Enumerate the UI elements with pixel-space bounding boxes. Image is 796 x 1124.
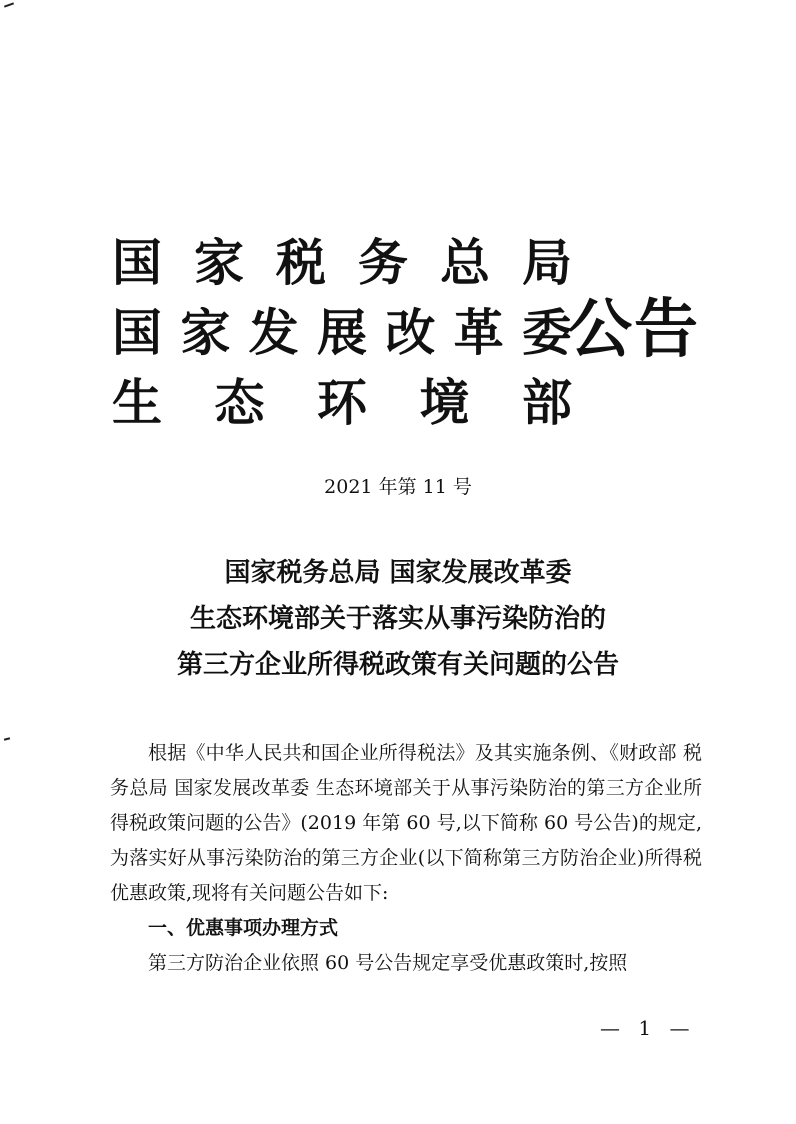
document-number: 2021 年第 11 号 <box>324 476 472 498</box>
scan-mark <box>4 737 10 740</box>
document-title <box>0 550 796 688</box>
page-number: — 1 — <box>600 1016 696 1040</box>
issuer-char: 环 <box>317 374 367 432</box>
issuer-line <box>112 228 572 298</box>
title-line: 第三方企业所得税政策有关问题的公告 <box>176 650 619 680</box>
section-paragraph: 第三方防治企业依照 60 号公告规定享受优惠政策时,按照 <box>148 952 628 974</box>
title-line: 国家税务总局 国家发展改革委 <box>224 558 572 588</box>
notice-word: 公告 <box>568 293 700 367</box>
document-body <box>110 736 702 981</box>
issuer-char: 态 <box>214 374 265 432</box>
issuer-char: 家 <box>194 234 244 292</box>
issuer-char: 部 <box>522 374 572 432</box>
issuer-char: 改 <box>385 304 436 362</box>
issuer-char: 总 <box>440 234 490 292</box>
issuer-char: 生 <box>112 374 162 432</box>
issuer-char: 国 <box>112 304 162 362</box>
issuer-char: 发 <box>248 304 299 362</box>
scan-mark <box>4 2 14 7</box>
issuer-line <box>112 298 572 368</box>
issuer-char: 税 <box>276 234 326 292</box>
issuer-char: 展 <box>316 304 367 362</box>
issuer-char: 革 <box>453 304 504 362</box>
issuer-char: 局 <box>522 234 572 292</box>
title-line: 生态环境部关于落实从事污染防治的 <box>189 604 606 634</box>
section-heading: 一、优惠事项办理方式 <box>148 917 339 939</box>
issuer-char: 务 <box>358 234 408 292</box>
issuer-line <box>112 368 572 438</box>
issuer-char: 家 <box>180 304 231 362</box>
issuer-char: 国 <box>112 234 162 292</box>
intro-paragraph: 根据《中华人民共和国企业所得税法》及其实施条例、《财政部 税务总局 国家发展改革委 生态环境部关于从事污染防治的第三方企业所得税政策问题的公告》(2019 年第 60 号,以下简称 60 号公告)的规定,为落实好从事污染防治的第三方企业(以下简称第三方防治企业)所得税优惠政策,现将有关问题公告如下: <box>110 742 702 904</box>
issuer-char: 委 <box>521 304 572 362</box>
issuer-char: 境 <box>419 374 470 432</box>
issuing-authorities <box>112 228 572 438</box>
